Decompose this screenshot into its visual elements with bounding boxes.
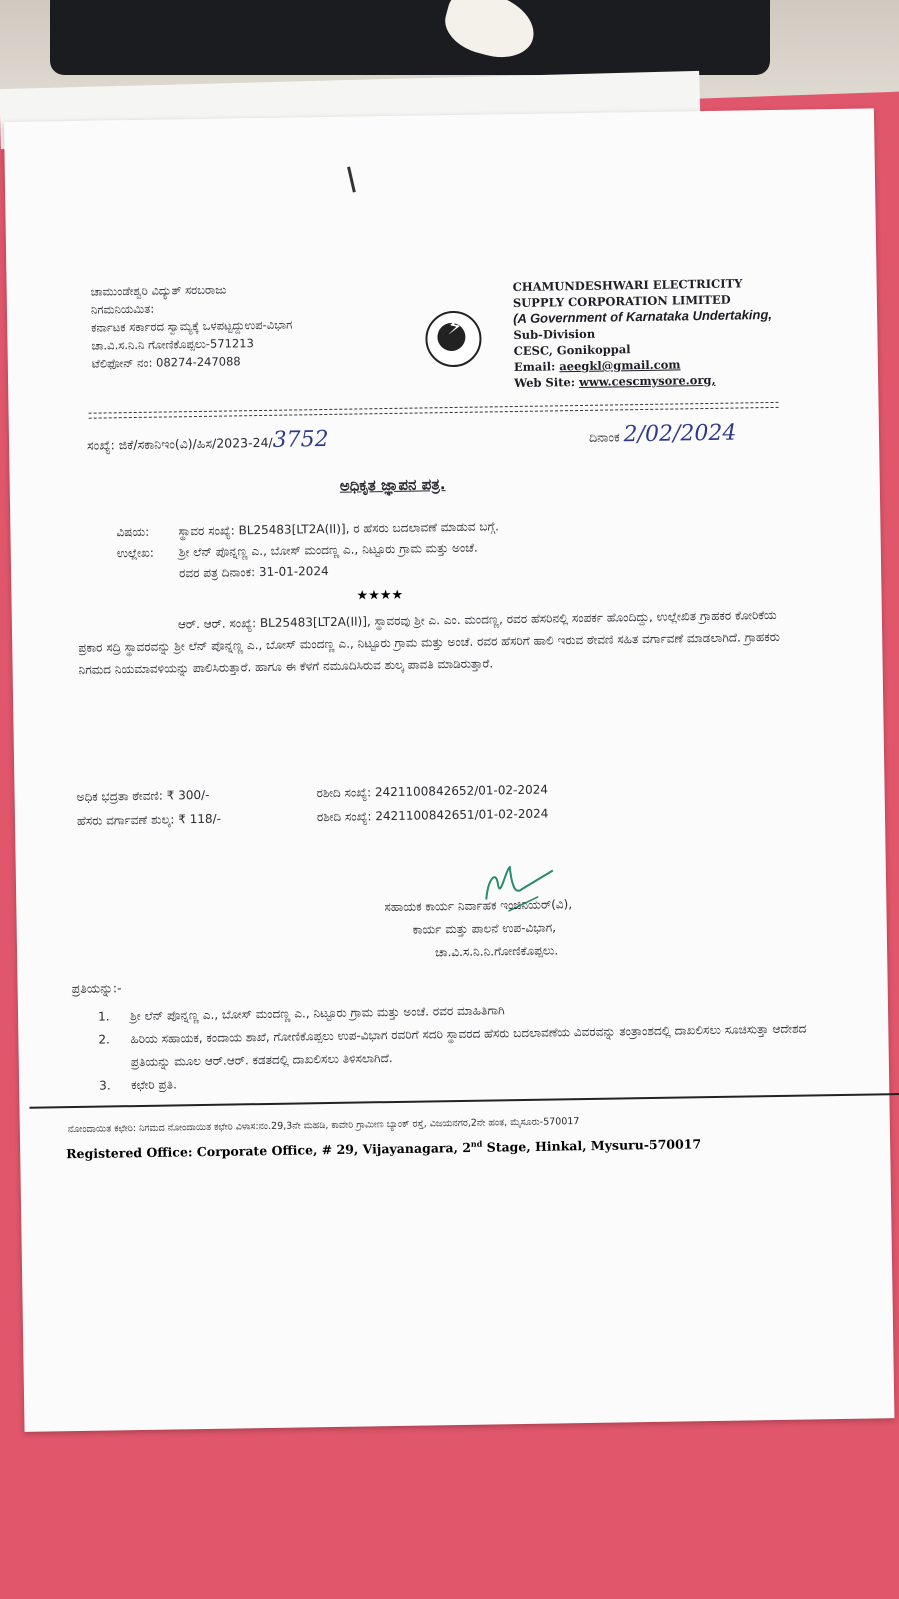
separator-stars: ★★★★ [356,587,404,604]
header-kn-line: ಚಾ.ವಿ.ಸ.ನಿ.ನಿ ಗೋಣಿಕೊಪ್ಪಲು-571213 [91,336,254,353]
lightning-icon: ⚡ [447,314,463,341]
fee-label: ಅಧಿಕ ಭದ್ರತಾ ಠೇವಣಿ: ₹ 300/- [76,787,210,804]
subject-text: ಸ್ಥಾವರ ಸಂಖ್ಯೆ: BL25483[LT2A(II)], ರ ಹೆಸರು ಬದಲಾವಣೆ ಮಾಡುವ ಬಗ್ಗೆ. [178,519,500,539]
company-name-line1: CHAMUNDESHWARI ELECTRICITY [512,276,743,295]
footer-english-text-end: Stage, Hinkal, Mysuru-570017 [482,1136,702,1155]
sub-division: Sub-Division [513,326,596,343]
signatory-division: ಕಾರ್ಯ ಮತ್ತು ಪಾಲನೆ ಉಪ-ವಿಭಾಗ, [412,920,557,937]
laptop-edge [50,0,770,75]
signatory-title: ಸಹಾಯಕ ಕಾರ್ಯ ನಿರ್ವಾಹಕ ಇಂಜಿನಿಯರ್(ವಿ), [384,897,573,915]
footer-english-sup: nd [470,1138,483,1149]
date-handwritten: 2/02/2024 [623,420,737,448]
letter-page [4,108,894,1432]
list-text: ಕಛೇರಿ ಪ್ರತಿ. [131,1077,177,1093]
website-label: Web Site: [514,375,580,391]
email-label: Email: [513,359,560,375]
office-location: CESC, Gonikoppal [513,342,631,359]
cesc-logo [425,311,482,368]
website-link[interactable]: www.cescmysore.org, [578,372,716,389]
header-kn-line: ಚಾಮುಂಡೇಶ್ವರಿ ವಿದ್ಯುತ್ ಸರಬರಾಜು [90,282,227,299]
signatory-block [384,893,573,965]
email-link[interactable]: aeegkl@gmail.com [559,357,681,374]
footer-english-text: Registered Office: Corporate Office, # 29, Vijayanagara, 2 [66,1139,472,1162]
fee-receipt: ರಶೀದಿ ಸಂಖ್ಯೆ: 2421100842652/01-02-2024 [316,782,549,801]
government-undertaking: (A Government of Karnataka Undertaking, [513,306,773,327]
body-paragraph: ಆರ್. ಆರ್. ಸಂಖ್ಯೆ: BL25483[LT2A(II)], ಸ್ಥಾವರವು ಶ್ರೀ ಎ. ಎಂ. ಮಂದಣ್ಣ, ರವರ ಹೆಸರಿನಲ್ಲಿ ಸಂಪರ್ಕ ಹೊಂದಿದ್ದು, ಉಲ್ಲೇಖಿತ ಗ್ರಾಹಕರ ಕೋರಿಕೆಯ ಪ್ರಕಾರ ಸದ್ರಿ ಸ್ಥಾವರವನ್ನು ಶ್ರೀ ಲೆನ್ ಪೊನ್ನಣ್ಣ ಎ., ಬೋಸ್ ಮಂದಣ್ಣ ಎ., ನಿಟ್ಟೂರು ಗ್ರಾಮ ಮತ್ತು ಅಂಚೆ. ರವರ ಹೆಸರಿಗೆ ಹಾಲಿ ಇರುವ ಠೇವಣಿ ಸಹಿತ ವರ್ಗಾವಣೆ ಮಾಡಲಾಗಿದೆ. ಗ್ರಾಹಕರು ನಿಗಮದ ನಿಯಮಾವಳಿಯನ್ನು ಪಾಲಿಸಿರುತ್ತಾರೆ. ಹಾಗೂ ಈ ಕೆಳಗೆ ನಮೂದಿಸಿರುವ ಶುಲ್ಕ ಪಾವತಿ ಮಾಡಿರುತ್ತಾರೆ. [78,607,780,677]
document-title: ಅಧಿಕೃತ ಜ್ಞಾಪನ ಪತ್ರ. [339,475,446,495]
reference-number [87,427,329,456]
fee-receipt: ರಶೀದಿ ಸಂಖ್ಯೆ: 2421100842651/01-02-2024 [316,806,549,825]
footer-kannada: ನೋಂದಾಯಿತ ಕಛೇರಿ: ನಿಗಮದ ನೋಂದಾಯಿತ ಕಛೇರಿ ವಿಳಾಸ:ನಂ.29,3ನೇ ಮಹಡಿ, ಕಾವೇರಿ ಗ್ರಾಮೀಣ ಬ್ಯಾಂಕ್ ರಸ್ತೆ, ವಿಜಯನಗರ,2ನೇ ಹಂತ, ಮೈಸೂರು-570017 [67,1116,580,1136]
pen-mark [347,167,356,193]
reference-handwritten-number: 3752 [272,426,329,453]
date-label: ದಿನಾಂಕ [588,429,620,445]
copies-list [98,994,819,1097]
company-name-line2: SUPPLY CORPORATION LIMITED [512,292,731,311]
list-text: ಶ್ರೀ ಲೆನ್ ಪೊನ್ನಣ್ಣ ಎ., ಬೋಸ್ ಮಂದಣ್ಣ ಎ., ನಿಟ್ಟೂರು ಗ್ರಾಮ ಮತ್ತು ಅಂಚೆ. ರವರ ಮಾಹಿತಿಗಾಗಿ [129,1003,505,1024]
footer-english [66,1135,701,1161]
list-number: 1. [97,1009,110,1024]
header-english [513,275,774,391]
header-kn-line: ಟೆಲಿಫೋನ್ ನಂ: 08274-247088 [91,354,241,371]
list-number: 2. [98,1032,110,1047]
fee-label: ಹೆಸರು ವರ್ಗಾವಣೆ ಶುಲ್ಕ: ₹ 118/- [76,811,222,828]
copies-heading: ಪ್ರತಿಯನ್ನು:- [71,980,122,997]
fee-details [76,778,548,833]
reference-letter-label: ಉಲ್ಲೇಖ: [116,545,154,561]
reference-letter-text: ಶ್ರೀ ಲೆನ್ ಪೊನ್ನಣ್ಣ ಎ., ಬೋಸ್ ಮಂದಣ್ಣ ಎ., ನಿಟ್ಟೂರು ಗ್ರಾಮ ಮತ್ತು ಅಂಚೆ. [178,540,478,560]
reference-label: ಸಂಖ್ಯೆ: ಜಿಕೆ/ಸಕಾನಿಇಂ(ವಿ)/ಹಿಸ/2023-24/ [86,434,273,453]
letter-date [589,421,737,448]
list-text: ಹಿರಿಯ ಸಹಾಯಕ, ಕಂದಾಯ ಶಾಖೆ, ಗೋಣಿಕೊಪ್ಪಲು ಉಪ-ವಿಭಾಗ ರವರಿಗೆ ಸದರಿ ಸ್ಥಾವರದ ಹೆಸರು ಬದಲಾವಣೆಯ ವಿವರವನ್ನು ತಂತ್ರಾಂಶದಲ್ಲಿ ದಾಖಲಿಸಲು ಸೂಚಿಸುತ್ತಾ ಆದೇಶದ ಪ್ರತಿಯನ್ನು ಮೂಲ ಆರ್.ಆರ್. ಕಡತದಲ್ಲಿ ದಾಖಲಿಸಲು ತಿಳಿಸಲಾಗಿದೆ. [130,1021,807,1070]
subject-block [116,516,499,585]
header-divider [89,407,779,419]
signatory-office: ಚಾ.ವಿ.ಸ.ನಿ.ನಿ.ಗೋಣಿಕೊಪ್ಪಲು. [434,943,559,960]
header-kn-line: ಕರ್ನಾಟಕ ಸರ್ಕಾರದ ಸ್ವಾಮ್ಯಕ್ಕೆ ಒಳಪಟ್ಟದ್ದುಉಪ-ವಿಭಾಗ [91,317,293,335]
header-kannada [91,280,293,373]
header-kn-line: ನಿಗಮನಿಯಮಿತ: [90,301,155,317]
reference-letter-date: ರವರ ಪತ್ರ ದಿನಾಂಕ: 31-01-2024 [179,563,329,581]
list-number: 3. [99,1078,111,1093]
subject-label: ವಿಷಯ: [116,524,150,540]
